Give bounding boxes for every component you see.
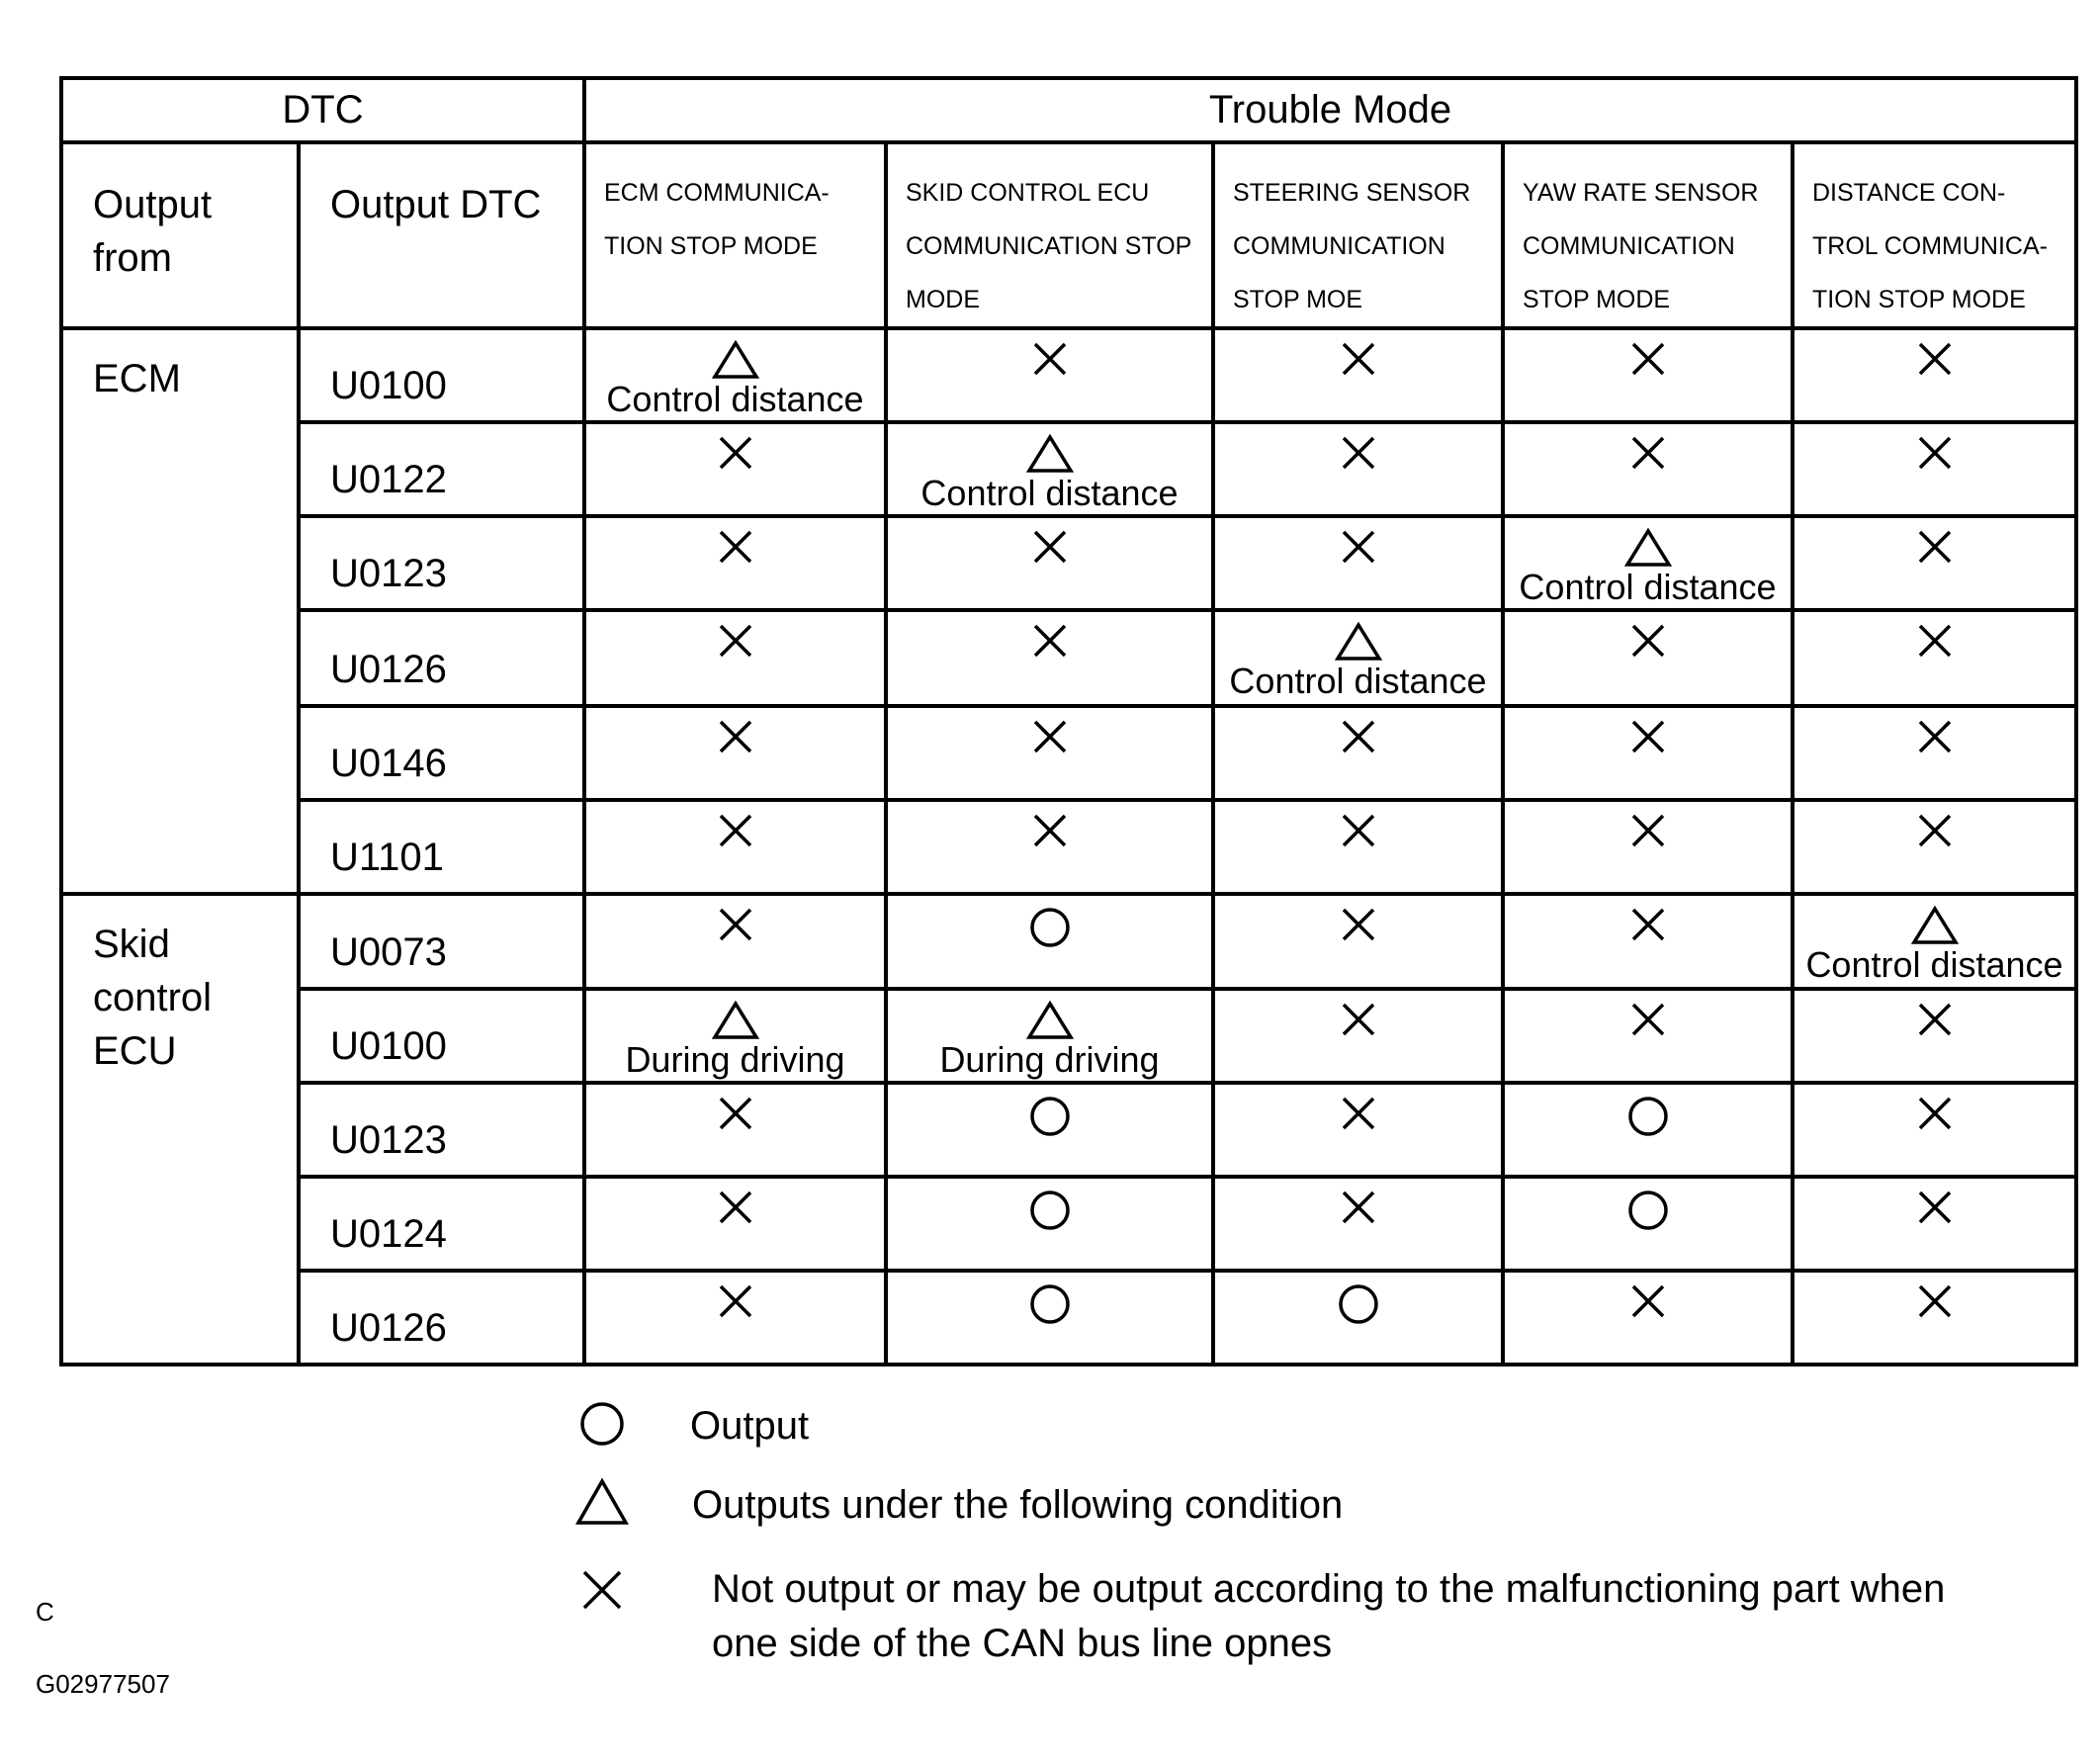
mode-result-cell [584, 894, 886, 989]
cross-icon [1916, 340, 1954, 378]
table-row [61, 610, 2076, 706]
dtc-code-cell [299, 1083, 584, 1177]
triangle-symbol-icon [575, 1477, 629, 1527]
dtc-code-cell [299, 610, 584, 706]
circle-symbol-icon [578, 1400, 626, 1448]
table-row [61, 1083, 2076, 1177]
dtc-code: U0126 [330, 648, 447, 691]
mode-result-cell [1213, 989, 1503, 1083]
condition-note: During driving [625, 1039, 845, 1080]
dtc-code: U0124 [330, 1212, 447, 1256]
figure-id: G02977507 [36, 1669, 170, 1699]
mode-result-cell [1793, 610, 2076, 706]
cross-icon [1916, 434, 1954, 472]
circle-icon [1626, 1189, 1670, 1232]
mode-result-cell [1503, 706, 1793, 800]
cross-icon [1916, 1282, 1954, 1320]
dtc-code-cell [299, 894, 584, 989]
circle-icon [1028, 906, 1072, 949]
cross-icon [1340, 1001, 1377, 1038]
table-row [61, 1271, 2076, 1365]
mode-result-cell [1213, 800, 1503, 894]
cross-icon [1629, 340, 1667, 378]
circle-icon [1626, 1095, 1670, 1138]
cross-icon [1629, 906, 1667, 943]
mode-result-cell [1213, 516, 1503, 610]
mode-result-cell [1213, 610, 1503, 706]
cross-icon [1916, 812, 1954, 849]
mode-header: SKID CONTROL ECU COMMUNICATION STOP MODE [886, 142, 1213, 328]
cross-icon [1340, 718, 1377, 755]
mode-result-cell [584, 422, 886, 516]
mode-result-cell [886, 800, 1213, 894]
mode-result-cell [584, 610, 886, 706]
triangle-icon [1026, 434, 1074, 474]
output-from-label: ECM [93, 357, 181, 400]
cross-icon [1031, 812, 1069, 849]
cross-icon [717, 1189, 754, 1226]
dtc-code: U0073 [330, 930, 447, 974]
mode-result-cell [584, 800, 886, 894]
cross-icon [1340, 340, 1377, 378]
dtc-code: U0100 [330, 364, 447, 407]
cross-icon [1031, 528, 1069, 566]
table-row [61, 328, 2076, 422]
dtc-code-cell [299, 989, 584, 1083]
table-row [61, 1177, 2076, 1271]
mode-result-cell [1213, 1177, 1503, 1271]
mode-result-cell [584, 989, 886, 1083]
triangle-icon [712, 1001, 759, 1040]
circle-icon [1028, 1282, 1072, 1326]
mode-result-cell [584, 328, 886, 422]
mode-result-cell [1503, 610, 1793, 706]
mode-result-cell [886, 610, 1213, 706]
cross-icon [717, 1095, 754, 1132]
mode-result-cell [1793, 1177, 2076, 1271]
cross-icon [1031, 340, 1069, 378]
condition-note: During driving [939, 1039, 1160, 1080]
cross-icon [1340, 1189, 1377, 1226]
cross-icon [1916, 1189, 1954, 1226]
circle-icon [1028, 1095, 1072, 1138]
mode-result-cell [1503, 1177, 1793, 1271]
cross-icon [1031, 718, 1069, 755]
cross-icon [1031, 622, 1069, 660]
cross-icon [1629, 718, 1667, 755]
table-row [61, 989, 2076, 1083]
condition-note: Control distance [1519, 567, 1777, 607]
mode-result-cell [1503, 516, 1793, 610]
mode-result-cell [1213, 894, 1503, 989]
cross-icon [717, 812, 754, 849]
dtc-header: DTC [61, 78, 584, 142]
circle-icon [1337, 1282, 1380, 1326]
cross-icon [1340, 906, 1377, 943]
mode-result-cell [1213, 328, 1503, 422]
table-row [61, 516, 2076, 610]
dtc-code: U1101 [330, 836, 444, 879]
figure-letter: C [36, 1597, 54, 1627]
cross-icon [1916, 528, 1954, 566]
cross-icon [1340, 812, 1377, 849]
mode-result-cell [1503, 1083, 1793, 1177]
dtc-code-cell [299, 1177, 584, 1271]
mode-result-cell [1503, 1271, 1793, 1365]
cross-icon [1629, 622, 1667, 660]
cross-icon [717, 906, 754, 943]
triangle-icon [1026, 1001, 1074, 1040]
triangle-icon [1624, 528, 1672, 568]
dtc-trouble-mode-table [59, 76, 2078, 1367]
mode-result-cell [886, 989, 1213, 1083]
cross-icon [1340, 1095, 1377, 1132]
mode-result-cell [886, 1177, 1213, 1271]
mode-result-cell [886, 422, 1213, 516]
table-row [61, 422, 2076, 516]
table-row [61, 800, 2076, 894]
mode-result-cell [1503, 894, 1793, 989]
cross-icon [717, 528, 754, 566]
mode-result-cell [1213, 706, 1503, 800]
condition-note: Control distance [920, 473, 1179, 513]
mode-result-cell [1793, 328, 2076, 422]
cross-icon [1916, 1095, 1954, 1132]
mode-result-cell [1503, 422, 1793, 516]
dtc-code-cell [299, 516, 584, 610]
mode-result-cell [584, 1083, 886, 1177]
mode-result-cell [1793, 1271, 2076, 1365]
condition-note: Control distance [606, 379, 864, 419]
output-from-cell [61, 894, 299, 1365]
mode-header: DISTANCE CON-TROL COMMUNICA-TION STOP MODE [1793, 142, 2076, 328]
cross-icon [1916, 622, 1954, 660]
mode-result-cell [1793, 989, 2076, 1083]
mode-result-cell [584, 516, 886, 610]
triangle-icon [712, 340, 759, 380]
cross-icon [1629, 1001, 1667, 1038]
mode-result-cell [1503, 800, 1793, 894]
mode-result-cell [584, 1271, 886, 1365]
cross-icon [717, 718, 754, 755]
dtc-code: U0146 [330, 742, 447, 785]
cross-icon [1629, 434, 1667, 472]
dtc-code: U0123 [330, 1118, 447, 1162]
cross-icon [717, 622, 754, 660]
mode-result-cell [1793, 1083, 2076, 1177]
table-row [61, 706, 2076, 800]
legend-not-output-line1: Not output or may be output according to the malfunctioning part when [712, 1567, 1946, 1611]
mode-result-cell [886, 328, 1213, 422]
output-from-cell [61, 328, 299, 894]
condition-note: Control distance [1805, 944, 2063, 985]
mode-result-cell [1213, 1083, 1503, 1177]
mode-result-cell [1213, 1271, 1503, 1365]
mode-result-cell [1503, 328, 1793, 422]
mode-result-cell [886, 516, 1213, 610]
legend-not-output-line2: one side of the CAN bus line opnes [712, 1622, 1333, 1665]
triangle-icon [1335, 622, 1382, 662]
mode-result-cell [1793, 894, 2076, 989]
dtc-code-cell [299, 1271, 584, 1365]
output-from-label: Skid control ECU [93, 923, 213, 1073]
mode-header: ECM COMMUNICA-TION STOP MODE [584, 142, 886, 328]
mode-result-cell [584, 706, 886, 800]
dtc-code: U0123 [330, 552, 447, 595]
legend-output-label: Output [690, 1404, 810, 1448]
legend-conditional-label: Outputs under the following condition [692, 1483, 1344, 1527]
circle-icon [1028, 1189, 1072, 1232]
output-dtc-header: Output DTC [299, 142, 584, 328]
mode-header: YAW RATE SENSOR COMMUNICATION STOP MODE [1503, 142, 1793, 328]
cross-icon [1629, 1282, 1667, 1320]
mode-result-cell [1793, 706, 2076, 800]
trouble-mode-header: Trouble Mode [584, 78, 2076, 142]
cross-icon [1340, 528, 1377, 566]
mode-result-cell [584, 1177, 886, 1271]
cross-icon [1629, 812, 1667, 849]
dtc-code: U0122 [330, 458, 447, 501]
mode-result-cell [1793, 422, 2076, 516]
cross-icon [717, 1282, 754, 1320]
mode-result-cell [886, 706, 1213, 800]
mode-result-cell [886, 1271, 1213, 1365]
condition-note: Control distance [1229, 661, 1487, 701]
dtc-code: U0126 [330, 1306, 447, 1350]
dtc-code-cell [299, 422, 584, 516]
mode-result-cell [1793, 516, 2076, 610]
triangle-icon [1911, 906, 1959, 945]
dtc-code-cell [299, 706, 584, 800]
mode-header: STEERING SENSOR COMMUNICATION STOP MOE [1213, 142, 1503, 328]
cross-icon [1916, 1001, 1954, 1038]
cross-symbol-icon [580, 1568, 624, 1612]
cross-icon [1340, 434, 1377, 472]
mode-result-cell [1793, 800, 2076, 894]
dtc-code-cell [299, 328, 584, 422]
mode-result-cell [886, 1083, 1213, 1177]
table-row [61, 894, 2076, 989]
dtc-code-cell [299, 800, 584, 894]
mode-result-cell [886, 894, 1213, 989]
mode-result-cell [1503, 989, 1793, 1083]
cross-icon [1916, 718, 1954, 755]
output-from-header: Output from [61, 142, 299, 328]
cross-icon [717, 434, 754, 472]
dtc-code: U0100 [330, 1024, 447, 1068]
mode-result-cell [1213, 422, 1503, 516]
